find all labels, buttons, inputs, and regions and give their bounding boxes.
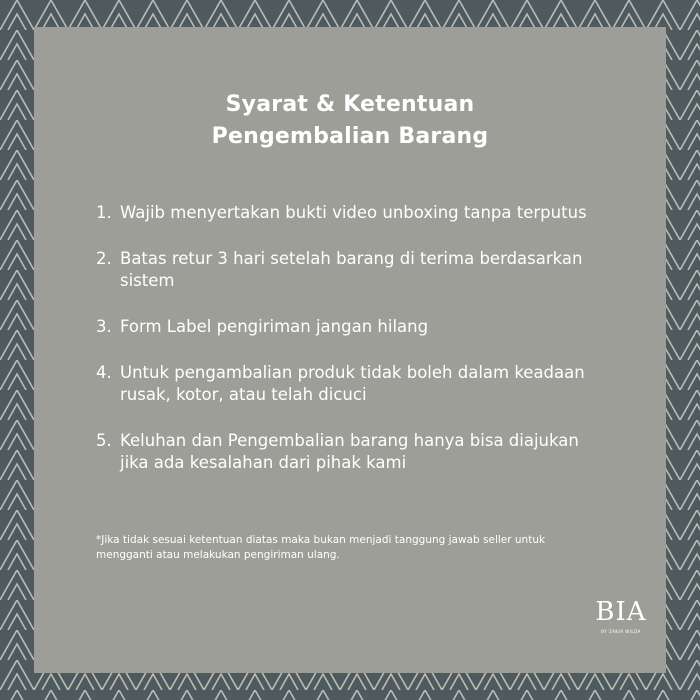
rule-text: Untuk pengambalian produk tidak boleh dalam keadaan rusak, kotor, atau telah dicuci (120, 363, 585, 404)
logo-subtitle: BY ZAKIA WILDA (601, 629, 641, 634)
title-line-1: Syarat & Ketentuan (225, 92, 475, 117)
rule-text: Keluhan dan Pengembalian barang hanya bisa diajukan jika ada kesalahan dari pihak kami (120, 431, 579, 472)
rule-text: Form Label pengiriman jangan hilang (120, 317, 429, 336)
rule-text: Batas retur 3 hari setelah barang di terima berdasarkan sistem (120, 249, 583, 290)
footnote: *Jika tidak sesuai ketentuan diatas maka bukan menjadi tanggung jawab seller untuk mengganti atau melakukan pengiriman ulang. (96, 534, 546, 561)
logo-mark: BIA (595, 597, 647, 627)
list-item (96, 362, 596, 406)
rule-number: 3. (96, 317, 112, 336)
page-title (34, 89, 666, 153)
title-line-2: Pengembalian Barang (211, 124, 489, 149)
rule-number: 2. (96, 249, 112, 268)
rule-number: 5. (96, 431, 112, 450)
list-item (96, 316, 596, 338)
rules-list (96, 202, 596, 498)
rule-text: Wajib menyertakan bukti video unboxing tanpa terputus (120, 203, 587, 222)
brand-logo (590, 597, 652, 635)
list-item (96, 430, 596, 474)
list-item (96, 248, 596, 292)
rule-number: 1. (96, 203, 112, 222)
list-item (96, 202, 596, 224)
rule-number: 4. (96, 363, 112, 382)
content-panel (34, 27, 666, 673)
